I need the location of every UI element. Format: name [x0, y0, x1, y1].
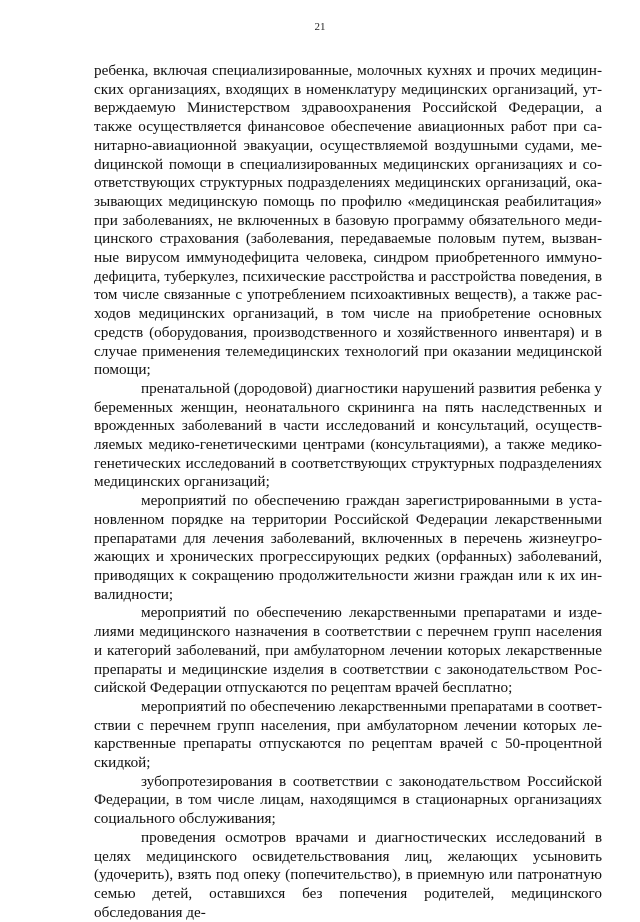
paragraph-discount-drugs: мероприятий по обеспечению лекарственными препаратами в соответствии с перечнем групп населения, при амбулаторном лечении которых лекарственные препараты отпускаются по рецептам врачей с 50-процентной скидкой;	[94, 697, 602, 772]
document-body	[94, 62, 602, 922]
paragraph-prenatal-diagnostics: пренатальной (дородовой) диагностики нарушений развития ребенка у беременных женщин, неонатального скрининга на пять наследственных и врожденных заболеваний в части исследований и консультаций, осуществляемых медико-генетическими центрами (консультациями), а также медико-генетических исследований в соответствующих структурных подразделениях медицинских организаций;	[94, 379, 602, 491]
paragraph-medical-examinations: проведения осмотров врачами и диагностических исследований в целях медицинского освидетельствования лиц, желающих усыновить (удочерить), взять под опеку (попечительство), в приемную или патронатную семью детей, оставшихся без попечения родителей, медицинского обследования де-	[94, 828, 602, 921]
paragraph-continuation: ребенка, включая специализированные, молочных кухнях и прочих медицинских организациях, входящих в номенклатуру медицинских организаций, утверждаемую Министерством здравоохранения Российской Федерации, а также осуществляется финансовое обеспечение авиационных работ при санитарно-авиационной эвакуации, осуществляемой воздушными судами, меdицинской помощи в специализированных медицинских организациях и соответствующих структурных подразделениях медицинских организаций, оказывающих медицинскую помощь по профилю «медицинская реабилитация» при заболеваниях, не включенных в базовую программу обязательного медицинского страхования (заболевания, передаваемые половым путем, вызванные вирусом иммунодефицита человека, синдром приобретенного иммунодефицита, туберкулез, психические расстройства и расстройства поведения, в том числе связанные с употреблением психоактивных веществ), а также расходов медицинских организаций, в том числе на приобретение основных средств (оборудования, производственного и хозяйственного инвентаря) и в случае применения телемедицинских технологий при оказании медицинской помощи;	[94, 62, 602, 379]
paragraph-dental-prosthetics: зубопротезирования в соответствии с законодательством Российской Федерации, в том числе лицам, находящимся в стационарных организациях социального обслуживания;	[94, 772, 602, 828]
paragraph-orphan-drugs: мероприятий по обеспечению граждан зарегистрированными в установленном порядке на территории Российской Федерации лекарственными препаратами для лечения заболеваний, включенных в перечень жизнеугрожающих и хронических прогрессирующих редких (орфанных) заболеваний, приводящих к сокращению продолжительности жизни граждан или к их инвалидности;	[94, 492, 602, 603]
page-number: 21	[314, 21, 326, 33]
paragraph-free-drugs: мероприятий по обеспечению лекарственными препаратами и изделиями медицинского назначения в соответствии с перечнем групп населения и категорий заболеваний, при амбулаторном лечении которых лекарственные препараты и медицинские изделия в соответствии с законодательством Российской Федерации отпускаются по рецептам врачей бесплатно;	[94, 604, 602, 697]
